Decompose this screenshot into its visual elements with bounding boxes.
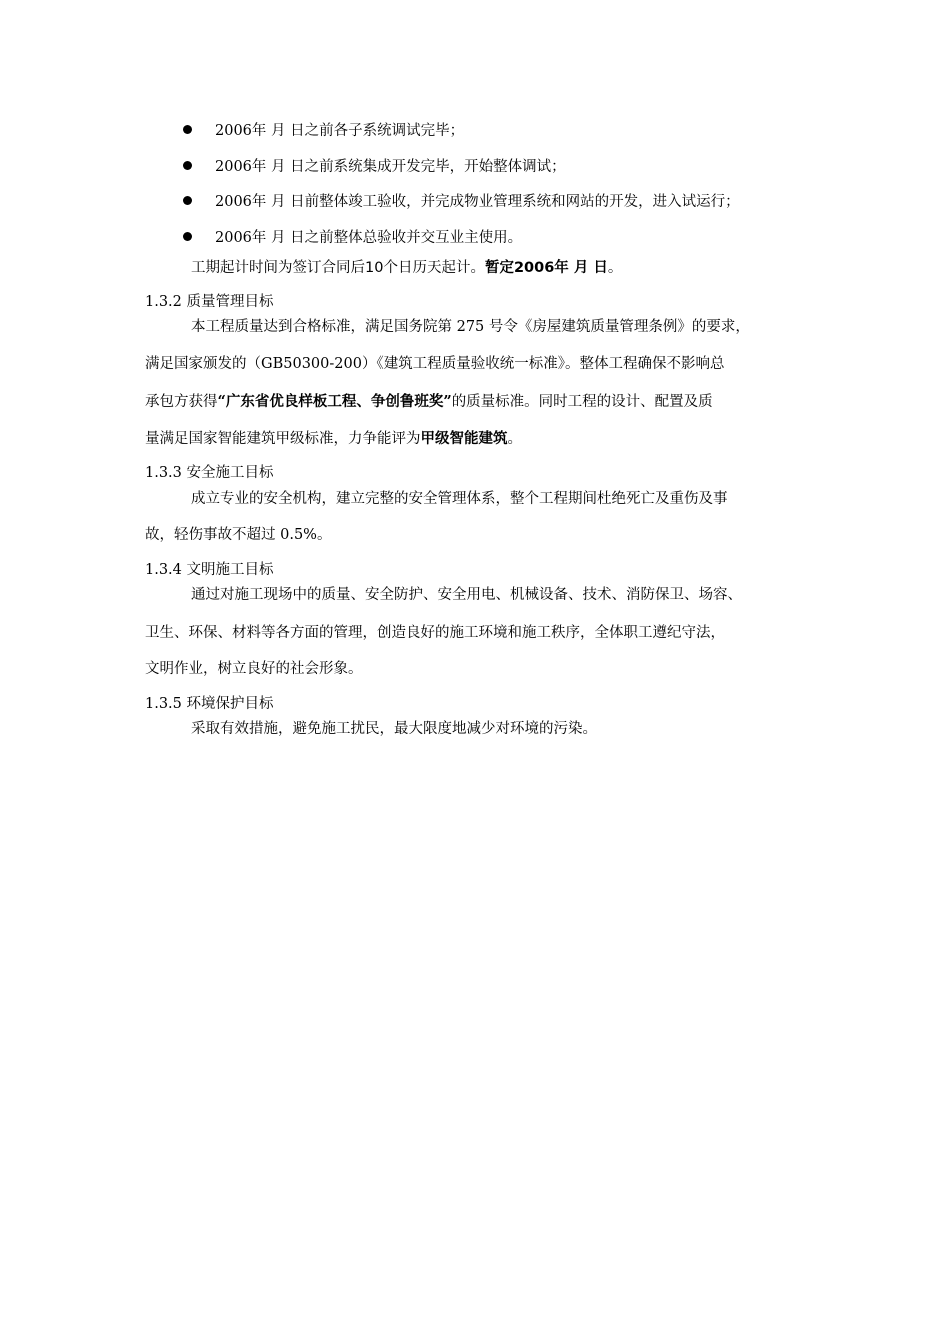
civilized-paragraph-line: 通过对施工现场中的质量、安全防护、安全用电、机械设备、技术、消防保卫、场容、 [191,587,742,603]
schedule-paragraph [191,256,622,277]
milestone-list [180,112,860,254]
bullet-icon [183,232,192,241]
bullet-icon [183,125,192,134]
quality-text: 的质量标准。同时工程的设计、配置及质 [451,394,713,410]
section-heading-1-3-4: 1.3.4 文明施工目标 [145,562,274,578]
civilized-paragraph-line: 卫生、环保、材料等各方面的管理，创造良好的施工环境和施工秩序，全体职工遵纪守法， [145,625,725,641]
schedule-text: 工期起计时间为签订合同后10个日历天起计。 [191,260,485,276]
section-heading-1-3-3: 1.3.3 安全施工目标 [145,465,274,481]
civilized-paragraph-line: 文明作业，树立良好的社会形象。 [145,661,363,677]
milestone-text: 2006年 月 日之前各子系统调试完毕； [215,123,465,140]
quality-text: 量满足国家智能建筑甲级标准，力争能评为 [145,431,421,447]
list-item [180,183,860,219]
quality-text: 。 [507,431,522,447]
bullet-icon [183,196,192,205]
list-item [180,148,860,184]
quality-paragraph-line [145,427,522,448]
milestone-text: 2006年 月 日前整体竣工验收，并完成物业管理系统和网站的开发，进入试运行； [215,194,740,211]
quality-paragraph-line: 满足国家颁发的（GB50300-200）《建筑工程质量验收统一标准》。整体工程确保不影响总 [145,356,725,372]
award-bold-text: “广东省优良样板工程、争创鲁班奖” [217,393,452,410]
quality-paragraph-line [145,390,713,411]
list-item [180,112,860,148]
environment-paragraph-line: 采取有效措施，避免施工扰民，最大限度地减少对环境的污染。 [191,721,597,737]
milestone-text: 2006年 月 日之前系统集成开发完毕，开始整体调试； [215,158,566,175]
schedule-end: 。 [607,260,623,276]
section-heading-1-3-2: 1.3.2 质量管理目标 [145,294,274,310]
quality-text: 承包方获得 [145,394,218,410]
schedule-date-bold: 暂定2006年 月 日 [484,260,608,276]
bullet-icon [183,161,192,170]
milestone-text: 2006年 月 日之前整体总验收并交互业主使用。 [215,229,523,246]
grade-bold-text: 甲级智能建筑 [420,430,508,447]
list-item [180,219,860,255]
safety-paragraph-line: 故，轻伤事故不超过 0.5%。 [145,527,332,543]
safety-paragraph-line: 成立专业的安全机构，建立完整的安全管理体系，整个工程期间杜绝死亡及重伤及事 [191,491,728,507]
section-heading-1-3-5: 1.3.5 环境保护目标 [145,696,274,712]
quality-paragraph-line: 本工程质量达到合格标准，满足国务院第 275 号令《房屋建筑质量管理条例》的要求， [191,319,750,335]
